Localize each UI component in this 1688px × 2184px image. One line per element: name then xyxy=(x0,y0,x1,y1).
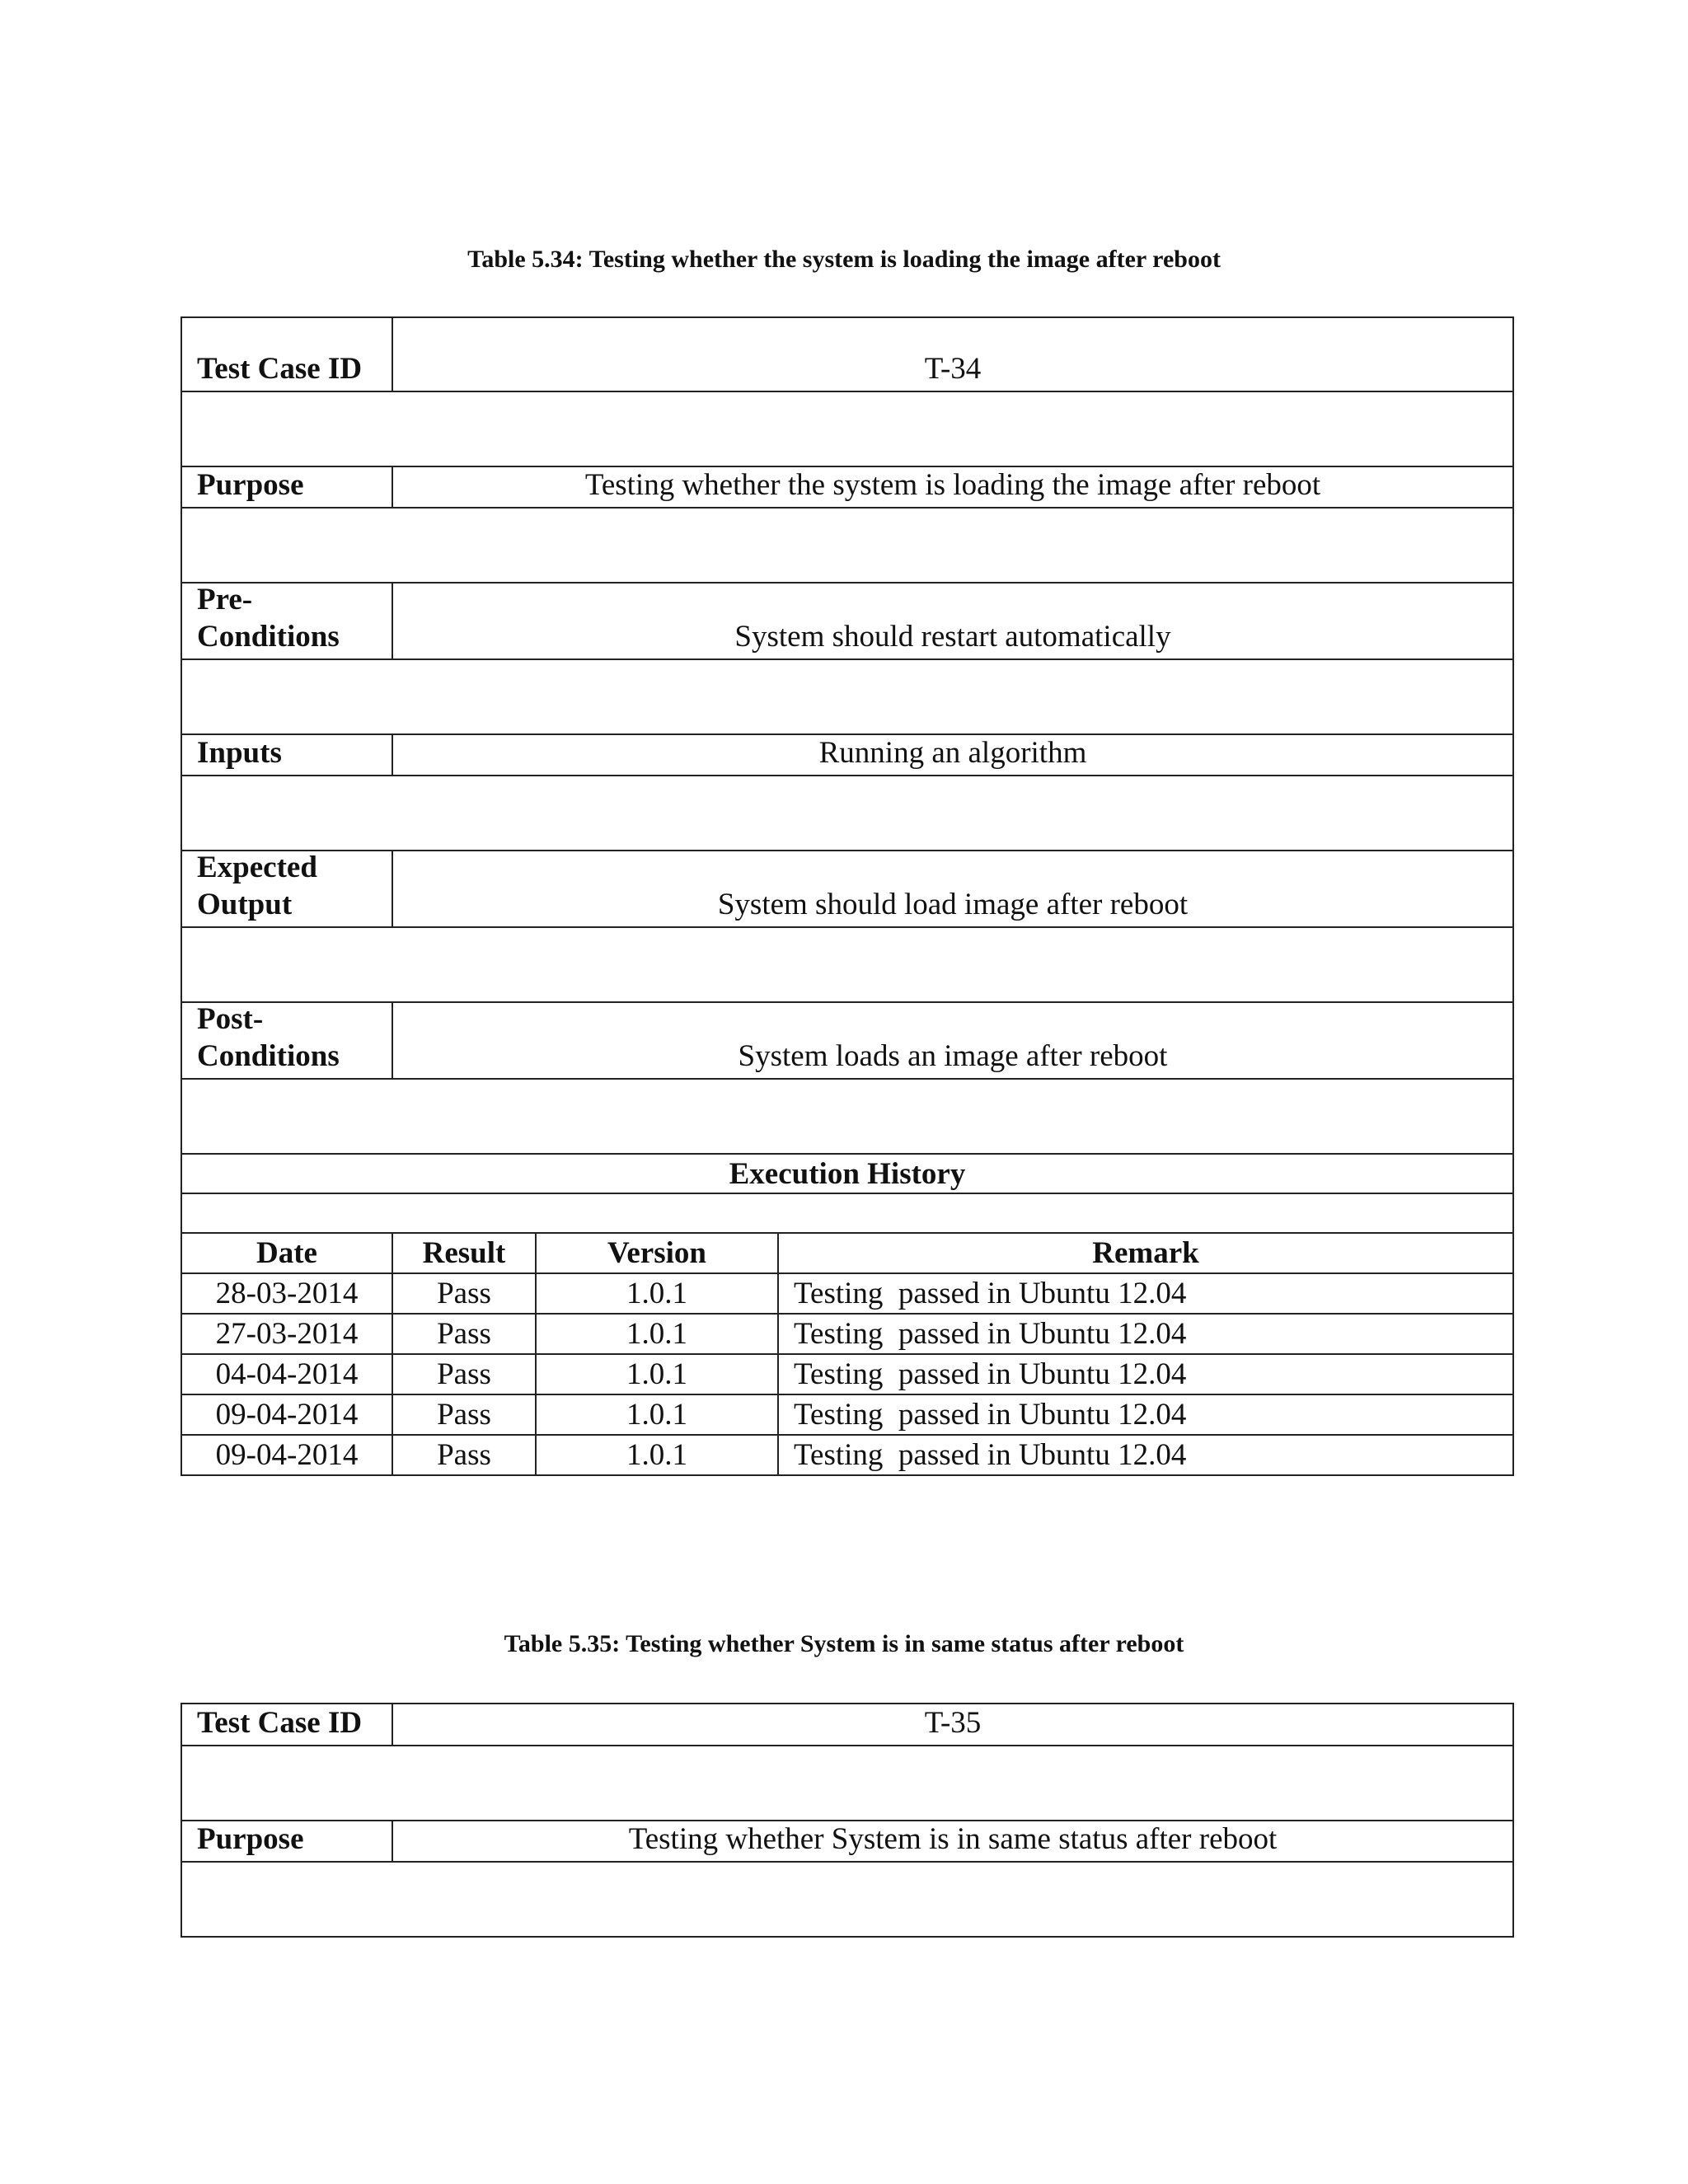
cell-date: 27-03-2014 xyxy=(182,1313,393,1353)
field-label: Test Case ID xyxy=(182,318,393,391)
cell-remark: Testing passed in Ubuntu 12.04 xyxy=(779,1394,1512,1434)
field-value: Testing whether the system is loading the image after reboot xyxy=(584,468,1321,502)
field-value: System loads an image after reboot xyxy=(738,1039,1168,1073)
cell-date: 28-03-2014 xyxy=(182,1272,393,1313)
field-value: T-34 xyxy=(924,352,982,386)
table-row xyxy=(182,466,1512,507)
cell-result: Pass xyxy=(393,1272,537,1313)
table-row xyxy=(182,318,1512,391)
field-label: Purpose xyxy=(182,1821,393,1861)
field-label: Post- Conditions xyxy=(182,1003,393,1078)
blank-row xyxy=(182,1078,1512,1153)
field-value: System should load image after reboot xyxy=(717,888,1189,921)
cell-result: Pass xyxy=(393,1353,537,1394)
column-header-result: Result xyxy=(393,1232,537,1272)
cell-remark: Testing passed in Ubuntu 12.04 xyxy=(779,1313,1512,1353)
cell-version: 1.0.1 xyxy=(537,1313,779,1353)
field-value: Running an algorithm xyxy=(818,736,1087,770)
table-row xyxy=(182,1001,1512,1078)
cell-version: 1.0.1 xyxy=(537,1272,779,1313)
field-value: System should restart automatically xyxy=(734,620,1171,654)
table-row xyxy=(182,733,1512,775)
table-row xyxy=(182,1820,1512,1861)
cell-result: Pass xyxy=(393,1394,537,1434)
table-row xyxy=(182,582,1512,658)
blank-row xyxy=(182,1861,1512,1936)
blank-row xyxy=(182,507,1512,582)
table-caption: Table 5.35: Testing whether System is in same status after reboot xyxy=(504,1630,1184,1657)
cell-result: Pass xyxy=(393,1434,537,1474)
blank-row xyxy=(182,1193,1512,1232)
field-label: Inputs xyxy=(182,735,393,775)
field-value: Testing whether System is in same status after reboot xyxy=(628,1822,1278,1856)
cell-remark: Testing passed in Ubuntu 12.04 xyxy=(779,1353,1512,1394)
field-label: Purpose xyxy=(182,467,393,507)
test-case-table-t34 xyxy=(181,316,1514,1476)
cell-date: 04-04-2014 xyxy=(182,1353,393,1394)
table-row xyxy=(182,850,1512,926)
cell-date: 09-04-2014 xyxy=(182,1394,393,1434)
cell-result: Pass xyxy=(393,1313,537,1353)
column-header-date: Date xyxy=(182,1232,393,1272)
blank-row xyxy=(182,391,1512,466)
execution-history-grid xyxy=(182,1232,1512,1474)
blank-row xyxy=(182,926,1512,1001)
execution-history-title: Execution History xyxy=(182,1153,1512,1193)
cell-version: 1.0.1 xyxy=(537,1353,779,1394)
blank-row xyxy=(182,775,1512,850)
cell-date: 09-04-2014 xyxy=(182,1434,393,1474)
cell-remark: Testing passed in Ubuntu 12.04 xyxy=(779,1272,1512,1313)
field-label: Pre- Conditions xyxy=(182,583,393,658)
blank-row xyxy=(182,1745,1512,1820)
cell-remark: Testing passed in Ubuntu 12.04 xyxy=(779,1434,1512,1474)
table-caption: Table 5.34: Testing whether the system is loading the image after reboot xyxy=(467,246,1221,273)
cell-version: 1.0.1 xyxy=(537,1434,779,1474)
blank-row xyxy=(182,658,1512,733)
column-header-remark: Remark xyxy=(779,1232,1512,1272)
field-value: T-35 xyxy=(924,1706,982,1740)
column-header-version: Version xyxy=(537,1232,779,1272)
table-row xyxy=(182,1704,1512,1745)
field-label: Expected Output xyxy=(182,851,393,926)
test-case-table-t35 xyxy=(181,1703,1514,1938)
field-label: Test Case ID xyxy=(182,1704,393,1745)
cell-version: 1.0.1 xyxy=(537,1394,779,1434)
